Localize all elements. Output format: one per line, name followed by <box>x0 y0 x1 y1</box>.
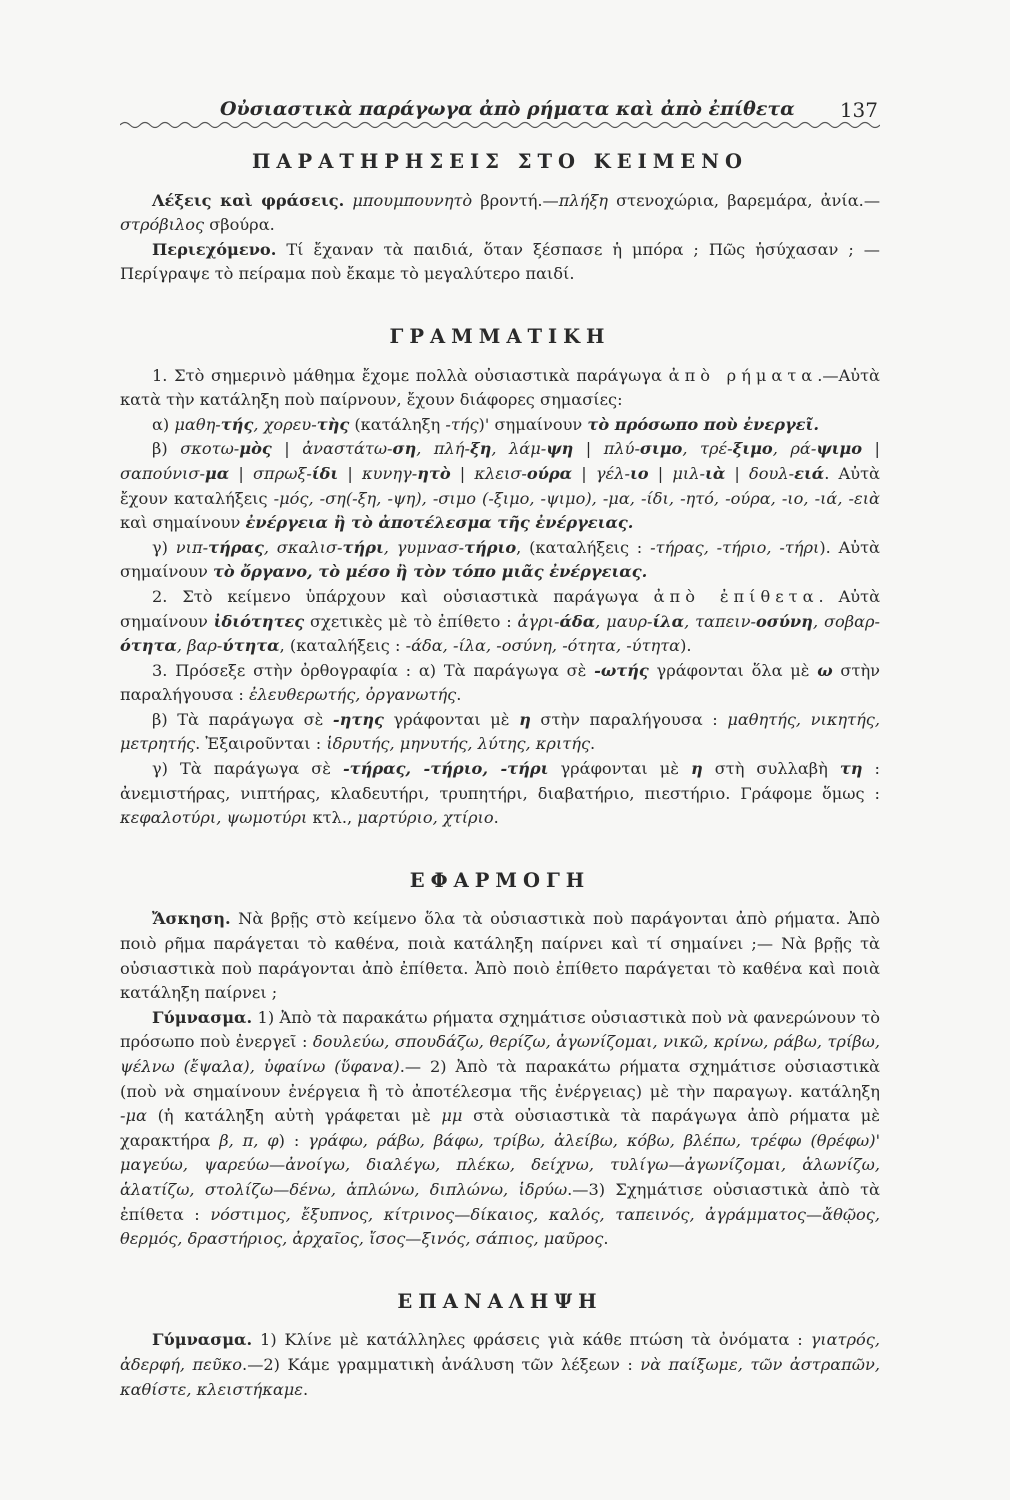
page-header <box>120 96 880 130</box>
grammar-point-3b: β) Τὰ παράγωγα σὲ -ητης γράφονται μὲ η στὴν παραλήγουσα : μαθητής, νικητής, μετρητής. Ἐξαιροῦνται : ἱδρυτής, μηνυτής, λύτης, κριτής. <box>120 709 880 754</box>
exercise-paragraph: Ἄσκηση. Νὰ βρῇς στὸ κείμενο ὅλα τὰ οὐσιαστικὰ ποὺ παράγονται ἀπὸ ρήματα. Ἀπὸ ποιὸ ρῆμα παράγεται τὸ καθένα, ποιὰ κατάληξη παίρνει καὶ τί σημαίνει ;— Νὰ βρῇς τὰ οὐσιαστικὰ ποὺ παράγονται ἀπὸ ἐπίθετα. Ἀπὸ ποιὸ ἐπίθετο παράγεται τὸ καθένα καὶ ποιὰ κατάληξη παίρνει ; <box>120 909 880 1003</box>
wavy-rule <box>120 118 880 132</box>
running-title: Οὐσιαστικὰ παράγωγα ἀπὸ ρήματα καὶ ἀπὸ ἐπίθετα <box>220 98 795 120</box>
section-title-observations: ΠΑΡΑΤΗΡΗΣΕΙΣ ΣΤΟ ΚΕΙΜΕΝΟ <box>252 150 748 173</box>
section-title-application: ΕΦΑΡΜΟΓΗ <box>409 868 591 892</box>
grammar-point-1a: α) μαθη-τής, χορευ-τὴς (κατάληξη -τής)' σημαίνουν τὸ πρόσωπο ποὺ ἐνεργεῖ. <box>152 414 819 434</box>
page-body <box>120 150 880 1402</box>
grammar-point-2: 2. Στὸ κείμενο ὑπάρχουν καὶ οὐσιαστικὰ παράγωγα ἀπὸ ἐπίθετα. Αὐτὰ σημαίνουν ἰδιότητες σχετικὲς μὲ τὸ ἐπίθετο : ἀγρι-άδα, μαυρ-ίλα, ταπειν-οσύνη, σοβαρ-ότητα, βαρ-ύτητα, (καταλήξεις : -άδα, -ίλα, -οσύνη, -ότητα, -ύτητα). <box>120 586 881 656</box>
grammar-point-1c: γ) νιπ-τήρας, σκαλισ-τήρι, γυμνασ-τήριο, (καταλήξεις : -τήρας, -τήριο, -τήρι). Αὐτὰ σημαίνουν τὸ ὄργανο, τὸ μέσο ἢ τὸν τόπο μιᾶς ἐνέργειας. <box>120 537 880 582</box>
grammar-point-1b: β) σκοτω-μὸς | ἀναστάτω-ση, πλή-ξη, λάμ-ψη | πλύ-σιμο, τρέ-ξιμο, ρά-ψιμο | σαπούνισ-μα | σπρωξ-ίδι | κυνηγ-ητὸ | κλεισ-ούρα | γέλ-ιο | μιλ-ιὰ | δουλ-ειά. Αὐτὰ ἔχουν καταλήξεις -μός, -ση(-ξη, -ψη), -σιμο (-ξιμο, -ψιμο), -μα, -ίδι, -ητό, -ούρα, -ιο, -ιά, -ειὰ καὶ σημαίνουν ἐνέργεια ἢ τὸ ἀποτέλεσμα τῆς ἐνέργειας. <box>120 439 881 533</box>
paragraph-words-phrases: Λέξεις καὶ φράσεις. μπουμπουνητὸ βροντή.—πλήξη στενοχώρια, βαρεμάρα, ἀνία.—στρόβιλος σβούρα. <box>120 190 881 235</box>
drill-paragraph: Γύμνασμα. 1) Ἀπὸ τὰ παρακάτω ρήματα σχημάτισε οὐσιαστικὰ ποὺ νὰ φανερώνουν τὸ πρόσωπο ποὺ ἐνεργεῖ : δουλεύω, σπουδάζω, θερίζω, ἀγωνίζομαι, νικῶ, κρίνω, ράβω, τρίβω, ψέλνω (ἔψαλα), ὑφαίνω (ὕφανα).— 2) Ἀπὸ τὰ παρακάτω ρήματα σχημάτισε οὐσιαστικὰ (ποὺ νὰ σημαίνουν ἐνέργεια ἢ τὸ ἀποτέλεσμα τῆς ἐνέργειας) μὲ τὴν παραγωγ. κατάληξη -μα (ἡ κατάληξη αὐτὴ γράφεται μὲ μμ στὰ οὐσιαστικὰ τὰ παράγωγα ἀπὸ ρήματα μὲ χαρακτήρα β, π, φ) : γράφω, ράβω, βάφω, τρίβω, ἀλείβω, κόβω, βλέπω, τρέφω (θρέφω)' μαγεύω, ψαρεύω—ἀνοίγω, διαλέγω, πλέκω, δείχνω, τυλίγω—ἀγωνίζομαι, ἁλωνίζω, ἁλατίζω, στολίζω—δένω, ἁπλώνω, διπλώνω, ἱδρύω.—3) Σχημάτισε οὐσιαστικὰ ἀπὸ τὰ ἐπίθετα : νόστιμος, ἔξυπνος, κίτρινος—δίκαιος, καλός, ταπεινός, ἀγράμματος—ἄθῷος, θερμός, δραστήριος, ἀρχαῖος, ἴσος—ξινός, σάπιος, μαῦρος. <box>120 1007 881 1249</box>
page-number: 137 <box>839 98 878 122</box>
review-drill-paragraph: Γύμνασμα. 1) Κλίνε μὲ κατάλληλες φράσεις γιὰ κάθε πτώση τὰ ὀνόματα : γιατρός, ἀδερφή, πεῦκο.—2) Κάμε γραμματικὴ ἀνάλυση τῶν λέξεων : νὰ παίξωμε, τῶν ἀστραπῶν, καθίστε, κλειστήκαμε. <box>120 1330 880 1399</box>
grammar-point-1: 1. Στὸ σημερινὸ μάθημα ἔχομε πολλὰ οὐσιαστικὰ παράγωγα ἀπὸ ρήματα.—Αὐτὰ κατὰ τὴν κατάληξη ποὺ παίρνουν, ἔχουν διάφορες σημασίες: <box>120 365 880 410</box>
section-title-grammar: ΓΡΑΜΜΑΤΙΚΗ <box>389 324 611 348</box>
grammar-point-3c: γ) Τὰ παράγωγα σὲ -τήρας, -τήριο, -τήρι γράφονται μὲ η στὴ συλλαβὴ τη : ἀνεμιστήρας, νιπτήρας, κλαδευτήρι, τρυπητήρι, διαβατήριο, πιεστήριο. Γράφομε ὅμως : κεφαλοτύρι, ψωμοτύρι κτλ., μαρτύριο, χτίριο. <box>120 759 880 828</box>
grammar-point-3a: 3. Πρόσεξε στὴν ὀρθογραφία : α) Τὰ παράγωγα σὲ -ωτής γράφονται ὅλα μὲ ω στὴν παραλήγουσα : ἐλευθερωτής, ὀργανωτής. <box>120 660 880 705</box>
paragraph-content: Περιεχόμενο. Τί ἔχαναν τὰ παιδιά, ὅταν ξέσπασε ἡ μπόρα ; Πῶς ἡσύχασαν ; — Περίγραψε τὸ πείραμα ποὺ ἔκαμε τὸ μεγαλύτερο παιδί. <box>120 239 880 284</box>
section-title-review: ΕΠΑΝΑΛΗΨΗ <box>397 1289 603 1313</box>
